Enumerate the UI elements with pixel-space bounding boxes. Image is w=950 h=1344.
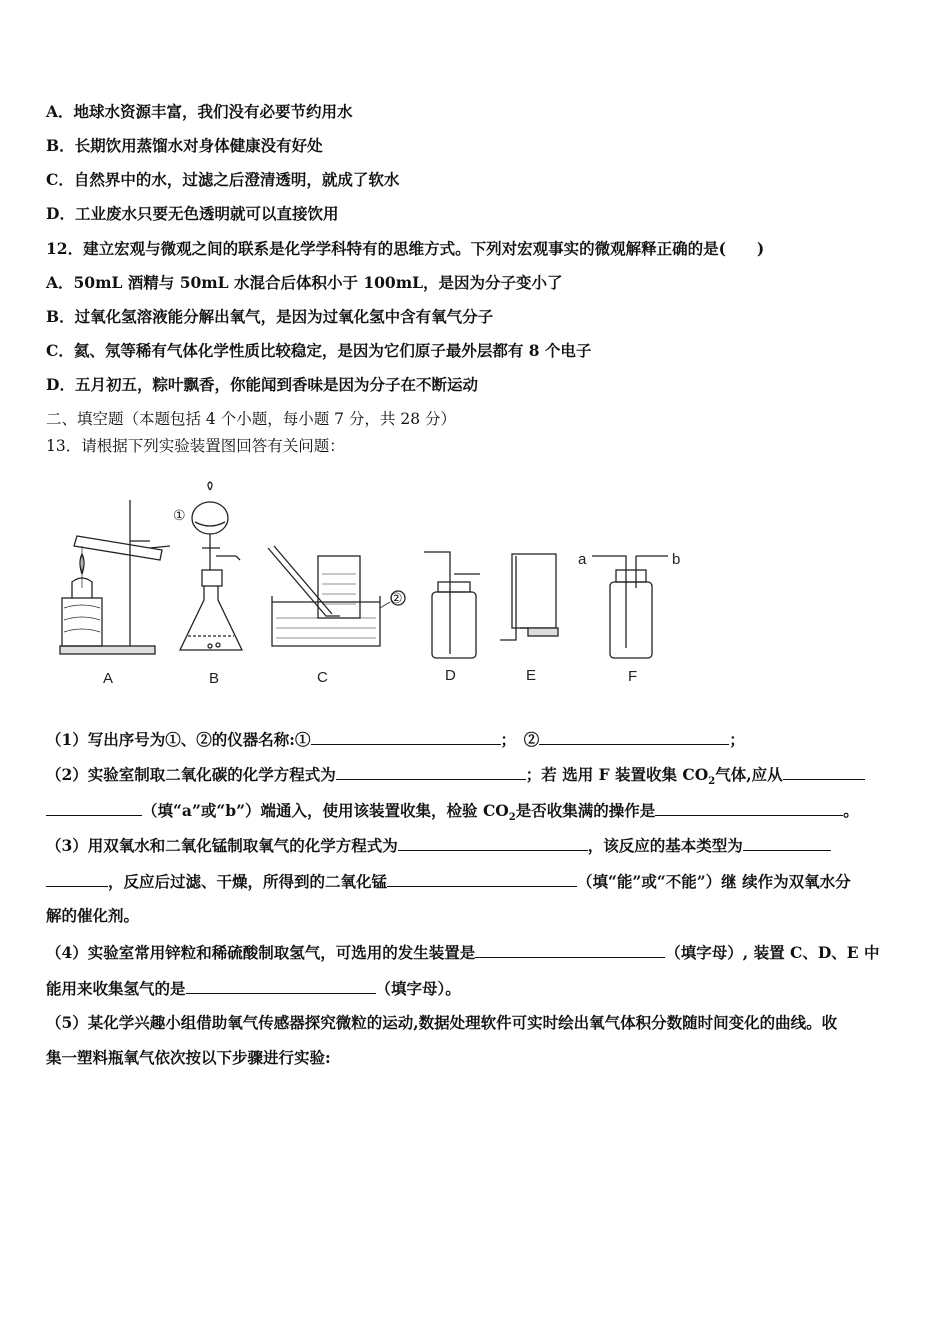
apparatus-figure	[50, 478, 700, 693]
apparatus-a	[60, 500, 170, 654]
answer-blank[interactable]	[46, 799, 142, 816]
marker-2: ②	[390, 590, 403, 606]
apparatus-e	[500, 554, 558, 640]
marker-1: ①	[173, 507, 186, 523]
answer-blank[interactable]	[186, 977, 376, 994]
apparatus-f	[592, 556, 668, 658]
port-b-label: b	[672, 551, 681, 568]
label-e: E	[526, 667, 537, 684]
port-a-label: a	[578, 551, 587, 568]
q13-part5-line1: （5）某化学兴趣小组借助氧气传感器探究微粒的运动,数据处理软件可实时绘出氧气体积分数随时间变化的曲线。收	[46, 1013, 838, 1032]
q12-option-a: A．50mL 酒精与 50mL 水混合后体积小于 100mL，是因为分子变小了	[46, 273, 563, 292]
answer-blank[interactable]	[783, 763, 865, 780]
apparatus-c	[268, 546, 405, 646]
answer-blank[interactable]	[655, 799, 843, 816]
answer-blank[interactable]	[46, 870, 108, 887]
q12-stem: 12．建立宏观与微观之间的联系是化学学科特有的思维方式。下列对宏观事实的微观解释正确的是( )	[46, 239, 765, 258]
answer-blank[interactable]	[387, 870, 577, 887]
section-heading: 二、填空题（本题包括 4 个小题，每小题 7 分，共 28 分）	[46, 410, 457, 428]
q12-option-c: C．氦、氖等稀有气体化学性质比较稳定，是因为它们原子最外层都有 8 个电子	[46, 341, 592, 360]
q13-stem: 13．请根据下列实验装置图回答有关问题：	[46, 437, 345, 455]
label-c: C	[317, 669, 328, 686]
answer-blank[interactable]	[398, 834, 588, 851]
q12-option-d: D．五月初五，粽叶飘香，你能闻到香味是因为分子在不断运动	[46, 375, 478, 394]
q13-part2-line2: （填“a”或“b”）端通入，使用该装置收集，检验 $CO_2$是否收集满的操作是 。	[46, 799, 859, 828]
q11-option-a: A．地球水资源丰富，我们没有必要节约用水	[46, 102, 353, 121]
q13-part5-line2: 集一塑料瓶氧气依次按以下步骤进行实验:	[46, 1048, 331, 1067]
answer-blank[interactable]	[539, 728, 729, 745]
label-a: A	[103, 670, 114, 687]
q13-part3-line1: （3）用双氧水和二氧化锰制取氧气的化学方程式为 ，该反应的基本类型为	[46, 834, 831, 856]
answer-blank[interactable]	[336, 763, 526, 780]
answer-blank[interactable]	[475, 941, 665, 958]
apparatus-d	[424, 552, 480, 658]
q13-part4-line1: （4）实验室常用锌粒和稀硫酸制取氢气，可选用的发生装置是 （填字母）, 装置 C、D、E 中	[46, 943, 880, 962]
answer-blank[interactable]	[743, 834, 831, 851]
q13-part4-line2: 能用来收集氢气的是 （填字母）。	[46, 979, 461, 998]
label-d: D	[445, 667, 456, 684]
label-b: B	[209, 670, 220, 687]
answer-blank[interactable]	[311, 728, 501, 745]
q13-part3-line2: ，反应后过滤、干燥，所得到的二氧化锰 （填“能”或“不能”）继 续作为双氧水分	[46, 870, 851, 892]
apparatus-b	[180, 482, 242, 650]
q11-option-b: B．长期饮用蒸馏水对身体健康没有好处	[46, 136, 323, 155]
q13-part2-line1: （2）实验室制取二氧化碳的化学方程式为 ；若 选用 F 装置收集 $CO_2$气体,应从	[46, 763, 865, 792]
q11-option-d: D．工业废水只要无色透明就可以直接饮用	[46, 204, 339, 223]
q13-part3-line3: 解的催化剂。	[46, 906, 140, 925]
q11-option-c: C．自然界中的水，过滤之后澄清透明，就成了软水	[46, 170, 400, 189]
q12-option-b: B．过氧化氢溶液能分解出氧气，是因为过氧化氢中含有氧气分子	[46, 307, 494, 326]
q13-part1: （1）写出序号为①、②的仪器名称:① ； ② ；	[46, 730, 745, 749]
label-f: F	[628, 668, 638, 685]
